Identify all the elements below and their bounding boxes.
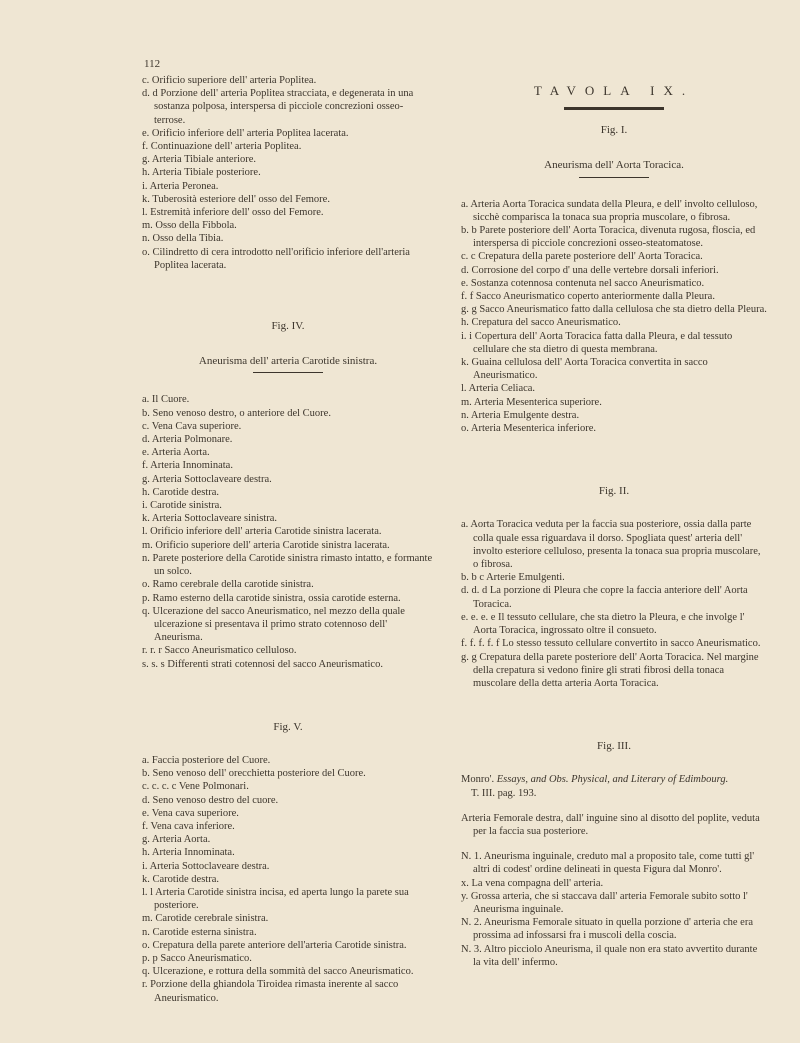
fig2-title: Fig. II. (598, 485, 630, 498)
legend-item: m. Osso della Fibbola. (142, 220, 237, 232)
right-column (461, 74, 767, 969)
legend-item: i. Arteria Peronea. (142, 180, 219, 192)
legend-item: c. c Crepatura della parete posteriore dell' Aorta Toracica. (461, 251, 703, 263)
legend-item: x. La vena compagna dell' arteria. (461, 877, 604, 889)
legend-item: l. Arteria Celiaca. (461, 383, 536, 395)
legend-item: b. Seno venoso dell' orecchietta posteriore del Cuore. (142, 768, 366, 780)
legend-item: n. Osso della Tibia. (142, 233, 224, 245)
legend-item: n. Parete posteriore della Carotide sinistra rimasto intatto, e formante un solco. (142, 552, 433, 578)
legend-item: k. Arteria Sottoclaveare sinistra. (142, 513, 277, 525)
legend-item: f. Vena cava inferiore. (142, 820, 235, 832)
intro-legend (142, 74, 434, 272)
legend-item: s. s. s Differenti strati cotennosi del sacco Aneurismatico. (142, 658, 383, 670)
legend-item: i. Arteria Sottoclaveare destra. (142, 860, 270, 872)
legend-item: e. Sostanza cotennosa contenuta nel sacco Aneurismatico. (461, 277, 705, 289)
legend-item: a. Aorta Toracica veduta per la faccia sua posteriore, ossia dalla parte colla quale essa riguardava il dorso. Spogliata quest' arteria dell' involto esteriore celluloso, presenta la tonaca sua propria muscolare, o fibrosa. (461, 519, 761, 571)
legend-item: a. Arteria Aorta Toracica sundata della Pleura, e dell' involto celluloso, sicchè comparisca la tonaca sua propria muscolare, o fibrosa. (461, 198, 758, 223)
legend-item: N. 2. Aneurisma Femorale situato in quella porzione d' arteria che era prossima ad infossarsi fra i muscoli della coscia. (461, 917, 753, 942)
left-column (142, 74, 434, 1005)
legend-item: b. b c Arterie Emulgenti. (461, 572, 565, 584)
legend-item: d. Seno venoso destro del cuore. (142, 794, 279, 806)
fig3-title: Fig. III. (597, 740, 631, 753)
legend-item: k. Guaina cellulosa dell' Aorta Toracica convertita in sacco Aneurismatico. (461, 357, 708, 382)
legend-item: o. Ramo cerebrale della carotide sinistra. (142, 579, 314, 591)
citation-author: Monro'. (461, 774, 495, 786)
legend-item: b. Seno venoso destro, o anteriore del Cuore. (142, 407, 331, 419)
legend-item: n. Carotide esterna sinistra. (142, 926, 257, 938)
legend-item: k. Tuberosità esteriore dell' osso del Femore. (142, 193, 330, 205)
page-number: 112 (144, 58, 161, 70)
legend-item: c. Vena Cava superiore. (142, 420, 242, 432)
fig3-citation (461, 773, 767, 799)
legend-item: y. Grossa arteria, che si staccava dall' arteria Femorale subito sotto l' Aneurisma inguinale. (461, 890, 748, 915)
legend-item: d. d Porzione dell' arteria Poplitea stracciata, e degenerata in una sostanza polposa, interspersa di picciole concrezioni osseo-terrose. (142, 88, 414, 126)
legend-item: c. Orificio superiore dell' arteria Poplitea. (142, 75, 317, 86)
legend-item: N. 1. Aneurisma inguinale, creduto mal a proposito tale, come tutti gl' altri di codest' ordine delineati in questa Figura dal Monro'. (461, 851, 755, 876)
legend-item: o. Crepatura della parete anteriore dell'arteria Carotide sinistra. (142, 939, 407, 951)
legend-item: f. f. f. f. f Lo stesso tessuto cellulare convertito in sacco Aneurismatico. (461, 638, 761, 650)
fig5-legend (142, 754, 434, 1005)
citation-ref: T. III. pag. 193. (471, 787, 537, 799)
legend-item: g. g Sacco Aneurismatico fatto dalla cellulosa che sta dietro della Pleura. (461, 304, 767, 316)
legend-item: m. Carotide cerebrale sinistra. (142, 913, 269, 925)
legend-item: g. Arteria Tibiale anteriore. (142, 154, 257, 166)
legend-item: f. f Sacco Aneurismatico coperto anteriormente dalla Pleura. (461, 291, 715, 303)
legend-item: c. c. c. c Vene Polmonari. (142, 781, 249, 793)
fig1-subtitle: Aneurisma dell' Aorta Toracica. (544, 159, 684, 172)
legend-item: e. Orificio inferiore dell' arteria Poplitea lacerata. (142, 127, 349, 139)
legend-item: r. Porzione della ghiandola Tiroidea rimasta inerente al sacco Aneurismatico. (142, 979, 399, 1004)
legend-item: h. Crepatura del sacco Aneurismatico. (461, 317, 621, 329)
legend-item: h. Arteria Innominata. (142, 847, 235, 859)
legend-item: o. Arteria Mesenterica inferiore. (461, 423, 596, 435)
legend-item: m. Arteria Mesenterica superiore. (461, 396, 602, 408)
fig1-title: Fig. I. (600, 124, 628, 137)
fig2-legend (461, 518, 767, 690)
legend-item: i. i Copertura dell' Aorta Toracica fatta dalla Pleura, e dal tessuto cellulare che sta dietro di questa membrana. (461, 330, 733, 355)
legend-item: d. Arteria Polmonare. (142, 434, 233, 446)
legend-item: b. b Parete posteriore dell' Aorta Toracica, divenuta rugosa, floscia, ed interspersa di picciole concrezioni osseo-steatomatose. (461, 225, 756, 250)
legend-item: l. Estremità inferiore dell' osso del Femore. (142, 207, 324, 219)
legend-item: o. Cilindretto di cera introdotto nell'orificio inferiore dell'arteria Poplitea lacerata. (142, 246, 410, 271)
legend-item: q. Ulcerazione, e rottura della sommità del sacco Aneurismatico. (142, 966, 414, 978)
legend-item: l. l Arteria Carotide sinistra incisa, ed aperta lungo la parete sua posteriore. (142, 886, 409, 912)
legend-item: e. e. e. e Il tessuto cellulare, che sta dietro la Pleura, e che involge l' Aorta Toracica, ingrossato oltre il consueto. (461, 611, 745, 637)
legend-item: f. Arteria Innominata. (142, 460, 233, 472)
legend-item: h. Arteria Tibiale posteriore. (142, 167, 261, 179)
legend-item: a. Il Cuore. (142, 394, 190, 406)
legend-item: N. 3. Altro picciolo Aneurisma, il quale non era stato avvertito durante la vita dell' infermo. (461, 943, 758, 968)
legend-item: p. Ramo esterno della carotide sinistra, ossia carotide esterna. (142, 592, 401, 604)
legend-item: f. Continuazione dell' arteria Poplitea. (142, 141, 302, 153)
fig1-legend (461, 198, 767, 436)
legend-item: l. Orificio inferiore dell' arteria Carotide sinistra lacerata. (142, 526, 382, 538)
legend-item: n. Arteria Emulgente destra. (461, 409, 580, 421)
legend-item: k. Carotide destra. (142, 873, 219, 885)
fig4-subtitle: Aneurisma dell' arteria Carotide sinistra. (198, 355, 378, 368)
fig4-title: Fig. IV. (271, 320, 305, 333)
legend-item: e. Arteria Aorta. (142, 447, 210, 459)
plate-heading: TAVOLA IX. (533, 83, 695, 98)
legend-item: i. Carotide sinistra. (142, 500, 222, 512)
legend-item: d. d. d La porzione di Pleura che copre la faccia anteriore dell' Aorta Toracica. (461, 585, 748, 610)
legend-item: g. Arteria Aorta. (142, 834, 211, 846)
legend-item: a. Faccia posteriore del Cuore. (142, 754, 271, 766)
legend-item: q. Ulcerazione del sacco Aneurismatico, nel mezzo della quale ulcerazione si presentava il primo strato cotennoso dell' Aneurisma. (142, 605, 405, 644)
fig3-legend (461, 850, 767, 969)
legend-item: m. Orificio superiore dell' arteria Carotide sinistra lacerata. (142, 539, 390, 551)
fig4-legend (142, 393, 434, 670)
fig5-title: Fig. V. (273, 720, 303, 733)
legend-item: r. r. r Sacco Aneurismatico celluloso. (142, 645, 297, 657)
legend-item: p. p Sacco Aneurismatico. (142, 952, 252, 964)
legend-item: g. Arteria Sottoclaveare destra. (142, 473, 272, 485)
citation-title: Essays, and Obs. Physical, and Literary of Edimbourg. (496, 774, 729, 786)
fig3-description: Arteria Femorale destra, dall' inguine sino al disotto del poplite, veduta per la faccia sua posteriore. (461, 812, 760, 837)
legend-item: g. g Crepatura della parete posteriore dell' Aorta Toracica. Nel margine della crepatura si vedono finire gli strati fibrosi della tonaca muscolare della detta arteria Aorta Toracica. (461, 651, 759, 689)
legend-item: e. Vena cava superiore. (142, 807, 239, 819)
legend-item: h. Carotide destra. (142, 486, 219, 498)
legend-item: d. Corrosione del corpo d' una delle vertebre dorsali inferiori. (461, 264, 719, 276)
